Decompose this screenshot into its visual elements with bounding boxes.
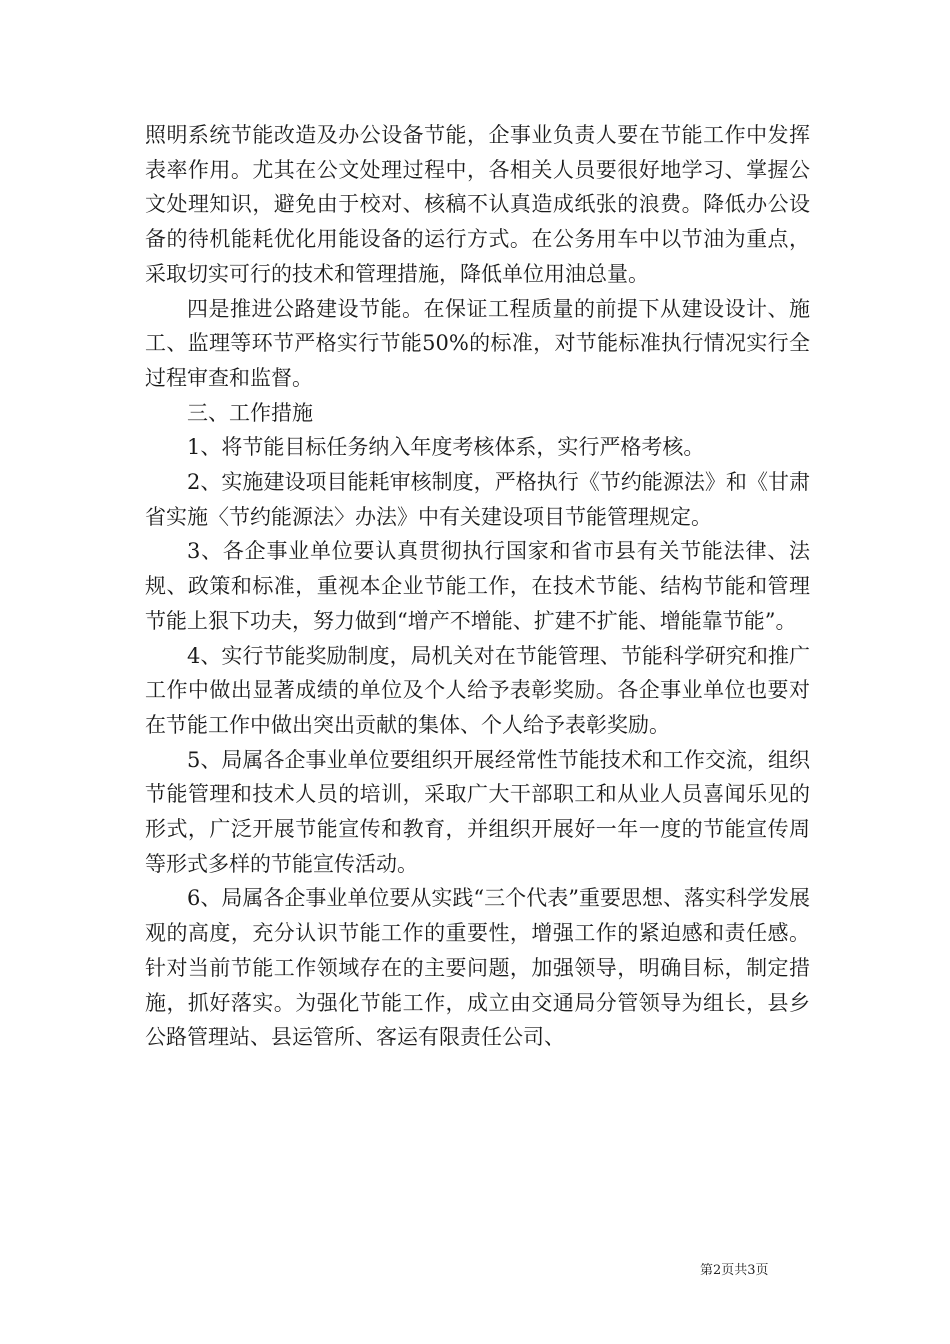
section-heading-work-measures: 三、工作措施 — [187, 400, 313, 425]
list-item-measure-2: 2、实施建设项目能耗审核制度，严格执行《节约能源法》和《甘肃省实施〈节约能源法〉办法》中有关建设项目节能管理规定。 — [145, 470, 810, 529]
paragraph-energy-saving-office: 照明系统节能改造及办公设备节能，企事业负责人要在节能工作中发挥表率作用。尤其在公文处理过程中，各相关人员要很好地学习、掌握公文处理知识，避免由于校对、核稿不认真造成纸张的浪费。降低办公设备的待机能耗优化用能设备的运行方式。在公务用车中以节油为重点，采取切实可行的技术和管理措施，降低单位用油总量。 — [145, 123, 810, 286]
list-item-measure-6: 6、局属各企事业单位要从实践“三个代表”重要思想、落实科学发展观的高度，充分认识节能工作的重要性，增强工作的紧迫感和责任感。针对当前节能工作领域存在的主要问题，加强领导，明确目标，制定措施，抓好落实。为强化节能工作，成立由交通局分管领导为组长，县乡公路管理站、县运管所、客运有限责任公司、 — [145, 886, 810, 1050]
list-item-measure-3: 3、各企事业单位要认真贯彻执行国家和省市县有关节能法律、法规、政策和标准，重视本企业节能工作，在技术节能、结构节能和管理节能上狠下功夫，努力做到“增产不增能、扩建不扩能、增能靠节能”。 — [145, 539, 810, 633]
page-number: 第2页共3页 — [700, 1263, 769, 1278]
list-item-measure-5: 5、局属各企事业单位要组织开展经常性节能技术和工作交流，组织节能管理和技术人员的培训，采取广大干部职工和从业人员喜闻乐见的形式，广泛开展节能宣传和教育，并组织开展好一年一度的节能宣传周等形式多样的节能宣传活动。 — [145, 747, 810, 876]
list-item-measure-1: 1、将节能目标任务纳入年度考核体系，实行严格考核。 — [187, 435, 705, 460]
document-body — [145, 118, 810, 1055]
list-item-measure-4: 4、实行节能奖励制度，局机关对在节能管理、节能科学研究和推广工作中做出显著成绩的单位及个人给予表彰奖励。各企事业单位也要对在节能工作中做出突出贡献的集体、个人给予表彰奖励。 — [145, 643, 810, 737]
paragraph-road-construction: 四是推进公路建设节能。在保证工程质量的前提下从建设设计、施工、监理等环节严格实行节能50%的标准，对节能标准执行情况实行全过程审查和监督。 — [145, 296, 810, 390]
